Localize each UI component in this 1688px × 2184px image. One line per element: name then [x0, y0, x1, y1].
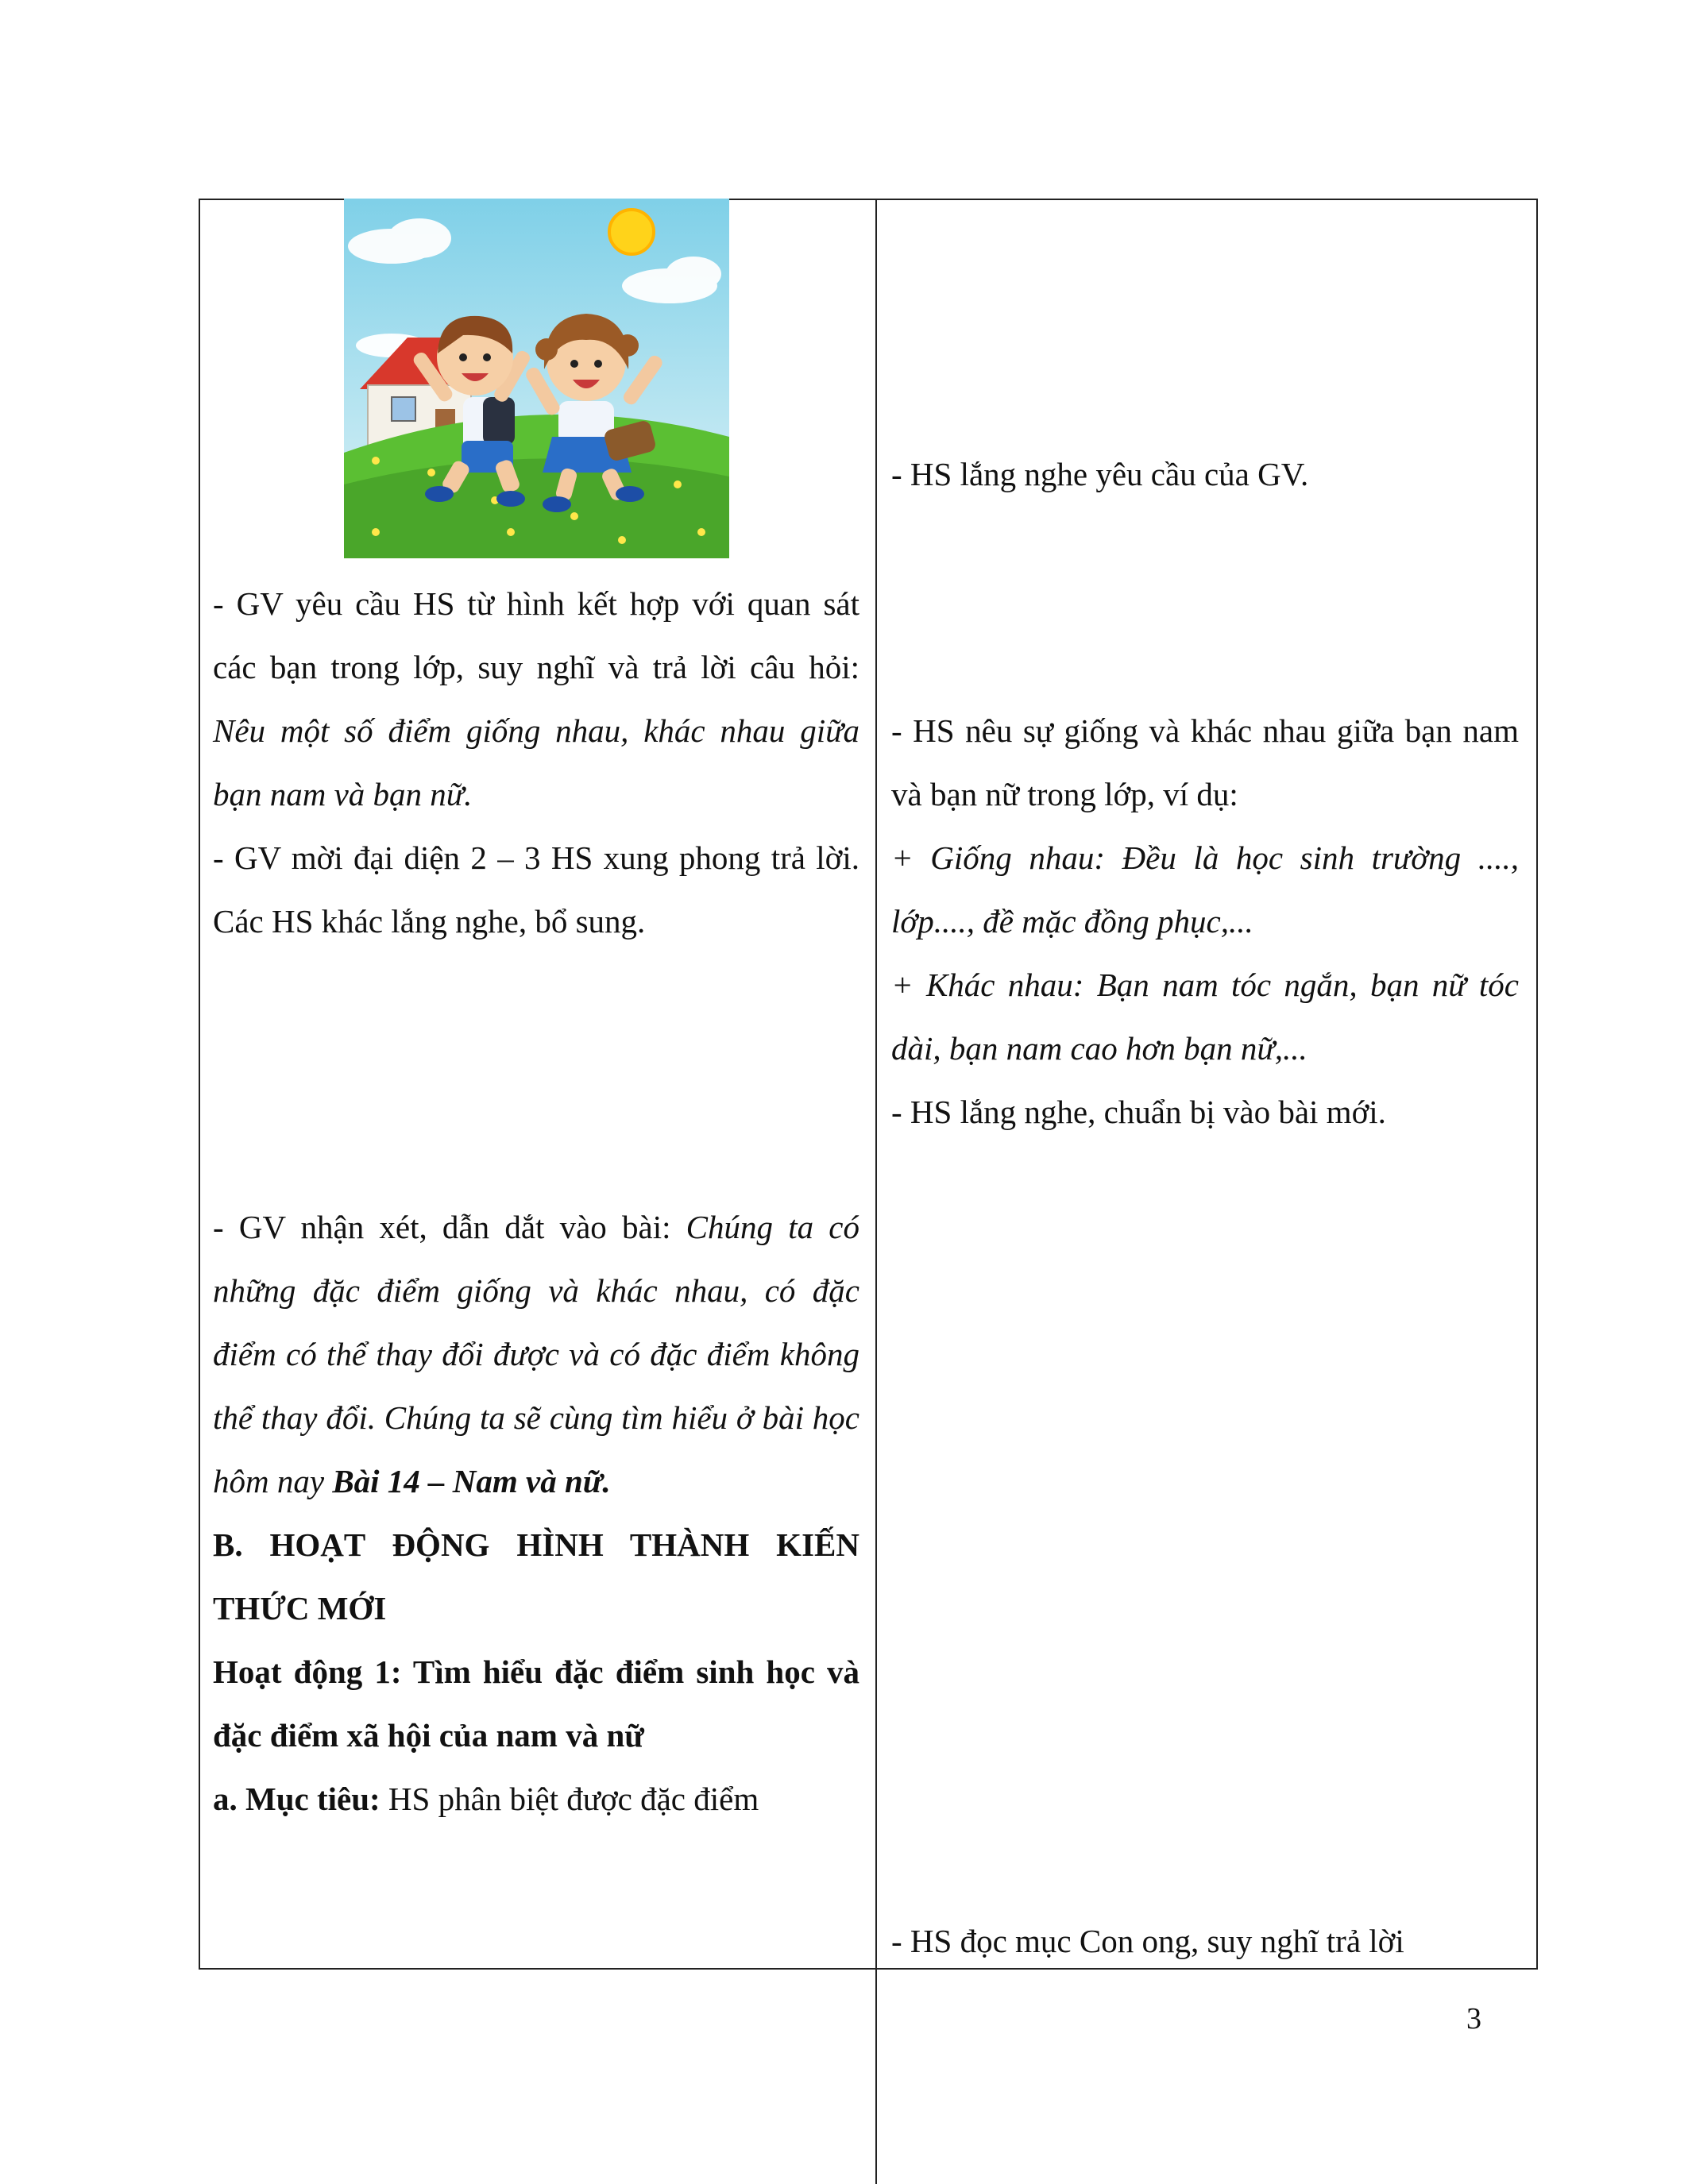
right-paragraph-6: - HS đọc mục Con ong, suy nghĩ trả lời: [891, 1923, 1404, 1959]
page-number: 3: [1466, 2002, 1481, 2035]
right-response-last: [891, 1909, 1519, 1973]
left-column-lower: [213, 1195, 859, 1831]
children-illustration: [344, 199, 729, 558]
activity-1-heading: Hoạt động 1: Tìm hiểu đặc điểm sinh học và đặc điểm xã hội của nam và nữ: [213, 1653, 859, 1754]
objective-line: a. Mục tiêu: HS phân biệt được đặc điểm: [213, 1781, 759, 1817]
section-b-heading: B. HOẠT ĐỘNG HÌNH THÀNH KIẾN THỨC MỚI: [213, 1526, 859, 1626]
left-column: [213, 572, 859, 953]
left-paragraph-2: - GV mời đại diện 2 – 3 HS xung phong trả lời. Các HS khác lắng nghe, bổ sung.: [213, 839, 859, 940]
right-response-1: [891, 442, 1519, 506]
right-responses: [891, 699, 1519, 1144]
left-paragraph-1: - GV yêu cầu HS từ hình kết hợp với quan sát các bạn trong lớp, suy nghĩ và trả lời câu hỏi: Nêu một số điểm giống nhau, khác nhau giữa bạn nam và bạn nữ.: [213, 585, 859, 812]
right-paragraph-5: - HS lắng nghe, chuẩn bị vào bài mới.: [891, 1094, 1386, 1130]
right-paragraph-4: + Khác nhau: Bạn nam tóc ngắn, bạn nữ tóc dài, bạn nam cao hơn bạn nữ,...: [891, 967, 1519, 1067]
right-paragraph-2: - HS nêu sự giống và khác nhau giữa bạn nam và bạn nữ trong lớp, ví dụ:: [891, 712, 1519, 812]
column-divider: [875, 199, 877, 2184]
right-paragraph-3: + Giống nhau: Đều là học sinh trường ...., lớp...., đề mặc đồng phục,...: [891, 839, 1519, 940]
right-paragraph-1: - HS lắng nghe yêu cầu của GV.: [891, 456, 1309, 492]
left-paragraph-3: - GV nhận xét, dẫn dắt vào bài: Chúng ta có những đặc điểm giống và khác nhau, có đặc điểm có thể thay đổi được và có đặc điểm không thể thay đổi. Chúng ta sẽ cùng tìm hiểu ở bài học hôm nay Bài 14 – Nam và nữ.: [213, 1209, 859, 1499]
